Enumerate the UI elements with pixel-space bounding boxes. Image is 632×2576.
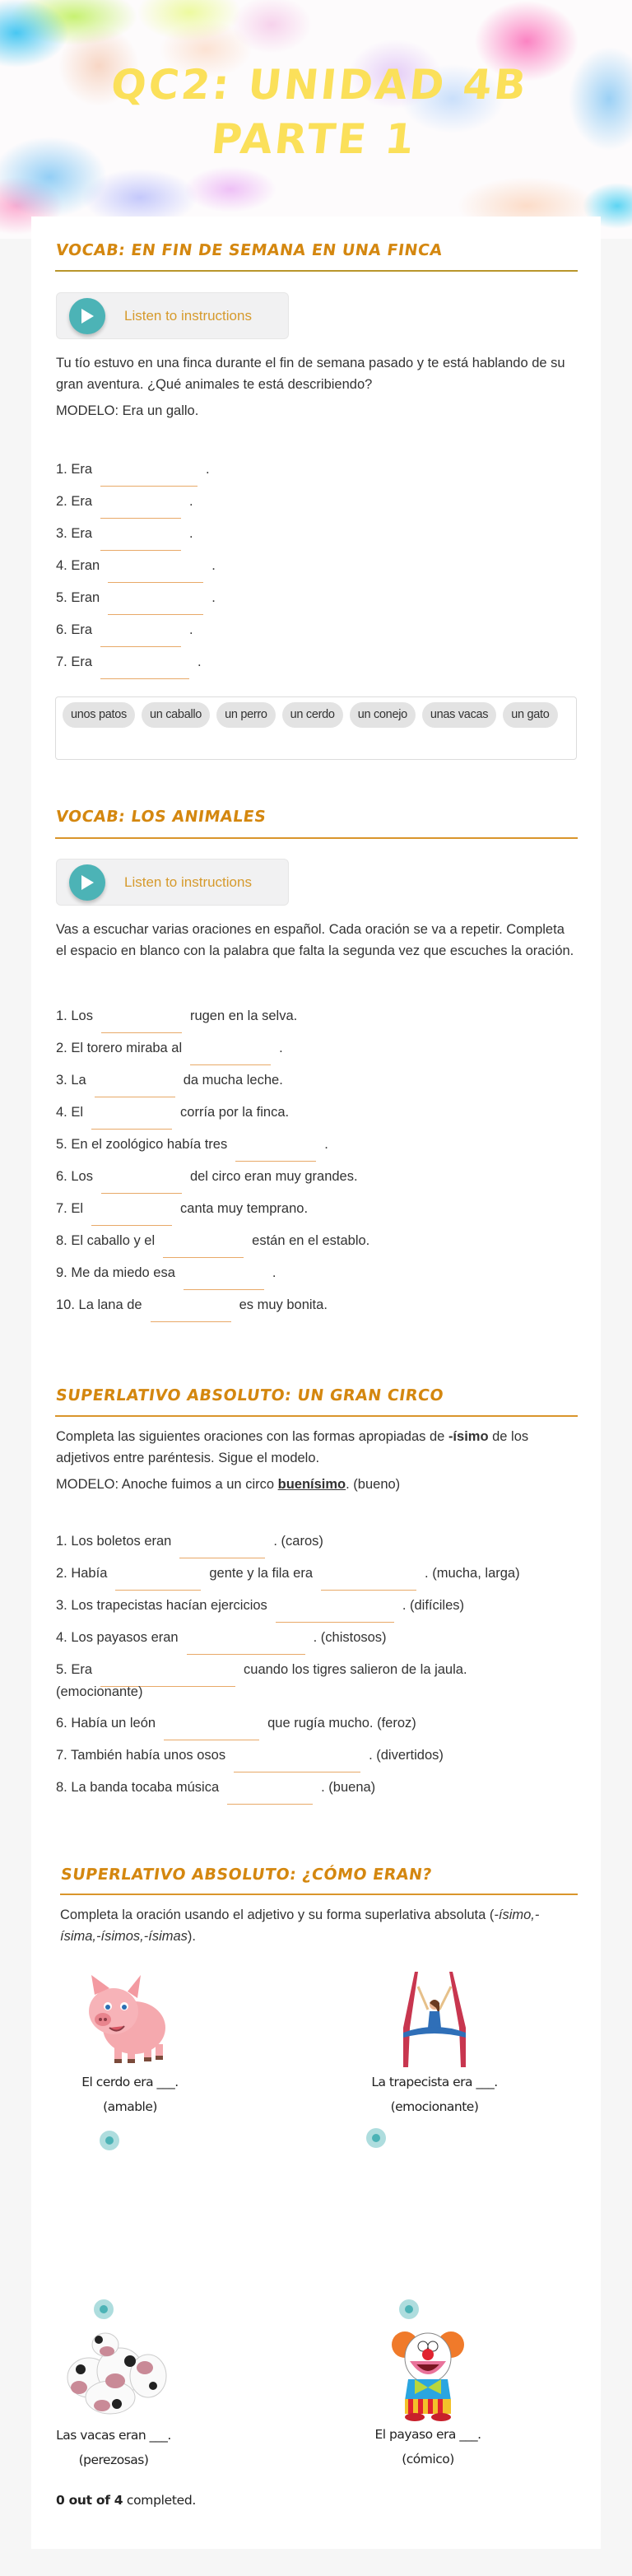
fill-row	[56, 1297, 328, 1322]
clown-image	[387, 2328, 469, 2423]
card-sentence: El cerdo era ___.	[81, 2075, 179, 2089]
row-suffix: .	[211, 558, 216, 573]
row-suffix: .	[211, 590, 216, 605]
answer-blank[interactable]	[95, 1076, 175, 1097]
fill-row	[56, 1662, 467, 1687]
fill-row	[56, 590, 216, 615]
answer-blank[interactable]	[164, 1719, 259, 1740]
fill-row	[56, 1534, 323, 1558]
fill-row	[56, 1041, 283, 1065]
row-suffix: del circo eran muy grandes.	[189, 1169, 358, 1184]
progress-count: 0 out of 4	[56, 2493, 123, 2508]
answer-blank[interactable]	[91, 1108, 172, 1130]
answer-blank[interactable]	[108, 561, 203, 583]
row-prefix: 8. El caballo y el	[56, 1233, 156, 1248]
fill-row	[56, 622, 193, 647]
section-divider	[60, 1894, 578, 1895]
fill-row	[56, 494, 193, 519]
section-title-animales: VOCAB: LOS ANIMALES	[54, 808, 267, 826]
listen-instructions-button[interactable]	[56, 292, 289, 339]
row-prefix: 4. El	[56, 1105, 84, 1120]
instructions-text	[56, 1426, 574, 1469]
row-suffix: .	[189, 526, 193, 541]
word-chip[interactable]: un cerdo	[282, 702, 343, 728]
row-prefix: 7. También había unos osos	[56, 1748, 226, 1763]
row-prefix: 2. Era	[56, 494, 93, 509]
answer-blank[interactable]	[184, 1269, 264, 1290]
row-prefix: 10. La lana de	[56, 1297, 142, 1312]
row-suffix: .	[198, 654, 202, 669]
answer-blank[interactable]	[91, 1204, 172, 1226]
row-prefix: 3. Los trapecistas hacían ejercicios	[56, 1598, 267, 1613]
card-hint: (emocionante)	[390, 2099, 479, 2114]
listen-instructions-label: Listen to instructions	[124, 873, 252, 890]
fill-row	[56, 558, 216, 583]
row-suffix: . (caros)	[273, 1534, 323, 1549]
play-icon	[69, 864, 105, 901]
word-chip[interactable]: unas vacas	[422, 702, 496, 728]
row-suffix: . (chistosos)	[313, 1630, 387, 1645]
pig-image	[77, 1970, 184, 2069]
section-divider	[55, 1415, 578, 1417]
row-prefix: 6. Había un león	[56, 1716, 156, 1731]
row-middle: gente y la fila era	[209, 1566, 314, 1581]
row-suffix: .	[272, 1265, 276, 1280]
answer-blank[interactable]	[276, 1601, 394, 1623]
fill-row	[56, 1630, 387, 1655]
card-hint: (cómico)	[402, 2452, 454, 2467]
row-suffix: .	[189, 494, 193, 509]
fill-row	[56, 1233, 369, 1258]
card-sentence: El payaso era ___.	[374, 2427, 481, 2442]
fill-row	[56, 1716, 416, 1740]
section-divider	[55, 837, 578, 839]
header-banner	[0, 0, 632, 239]
model-text	[56, 1474, 550, 1495]
row-suffix: .	[206, 462, 210, 477]
model-part: MODELO: Anoche fuimos a un circo	[56, 1477, 278, 1492]
hotspot-drop-target[interactable]	[366, 2128, 386, 2148]
row-suffix: canta muy temprano.	[180, 1201, 309, 1216]
row-suffix: .	[189, 622, 193, 637]
row-prefix: 5. Eran	[56, 590, 100, 605]
row-prefix: 5. En el zoológico había tres	[56, 1137, 228, 1152]
word-chip[interactable]: un caballo	[142, 702, 210, 728]
section-title-circo: SUPERLATIVO ABSOLUTO: UN GRAN CIRCO	[54, 1386, 445, 1404]
row-suffix: . (mucha, larga)	[425, 1566, 520, 1581]
word-chip[interactable]: un gato	[503, 702, 557, 728]
row-suffix: que rugía mucho. (feroz)	[267, 1716, 416, 1731]
answer-blank[interactable]	[115, 1569, 201, 1591]
answer-blank[interactable]	[179, 1537, 265, 1558]
row-prefix: 1. Los boletos eran	[56, 1534, 172, 1549]
trapeze-artist-image	[385, 1970, 484, 2069]
answer-blank[interactable]	[151, 1301, 231, 1322]
answer-blank[interactable]	[101, 1172, 182, 1194]
model-answer: buenísimo	[277, 1477, 346, 1492]
row-suffix: .	[279, 1041, 283, 1055]
word-chip[interactable]: un perro	[216, 702, 276, 728]
page-title: QC2: UNIDAD 4B PARTE 1	[109, 61, 531, 163]
section-title-como-eran: SUPERLATIVO ABSOLUTO: ¿CÓMO ERAN?	[59, 1866, 434, 1884]
fill-row	[56, 1748, 444, 1772]
row-prefix: 1. Los	[56, 1009, 93, 1023]
instructions-part: ).	[187, 1929, 197, 1944]
row-prefix: 9. Me da miedo esa	[56, 1265, 175, 1280]
fill-row	[56, 1009, 297, 1033]
row-suffix: . (difíciles)	[402, 1598, 464, 1613]
answer-blank[interactable]	[187, 1633, 305, 1655]
fill-row	[56, 1201, 308, 1226]
answer-blank[interactable]	[321, 1569, 416, 1591]
model-text: MODELO: Era un gallo.	[56, 403, 199, 418]
card-hint: (perezosas)	[78, 2453, 149, 2467]
progress-status	[56, 2493, 196, 2508]
worksheet-card	[31, 217, 601, 2549]
fill-row	[56, 1780, 375, 1805]
answer-blank[interactable]	[163, 1237, 244, 1258]
row-suffix: corría por la finca.	[180, 1105, 290, 1120]
row-suffix: rugen en la selva.	[189, 1009, 298, 1023]
row-suffix: . (buena)	[321, 1780, 376, 1795]
fill-row	[56, 1598, 464, 1623]
play-icon	[69, 298, 105, 334]
fill-row	[56, 1073, 283, 1097]
instructions-text: Vas a escuchar varias oraciones en español. Cada oración se va a repetir. Completa el espacio en blanco con la palabra que falta la segunda vez que escuches la oración.	[56, 922, 574, 958]
section-title-finca: VOCAB: EN FIN DE SEMANA EN UNA FINCA	[54, 241, 444, 259]
row-prefix: 6. Los	[56, 1169, 93, 1184]
image-card-trapeze	[352, 1970, 517, 2114]
fill-row	[56, 1169, 358, 1194]
row-prefix: 1. Era	[56, 462, 93, 477]
card-sentence: La trapecista era ___.	[371, 2075, 498, 2089]
answer-blank[interactable]	[100, 465, 198, 487]
answer-blank[interactable]	[100, 497, 181, 519]
fill-row	[56, 1105, 289, 1130]
row-suffix: están en el establo.	[252, 1233, 370, 1248]
word-chip[interactable]: unos patos	[63, 702, 135, 728]
card-hint: (amable)	[103, 2099, 157, 2114]
answer-blank[interactable]	[235, 1140, 316, 1162]
word-bank	[55, 696, 577, 760]
answer-blank[interactable]	[100, 626, 181, 647]
hotspot-drop-target[interactable]	[94, 2299, 114, 2319]
model-part: . (bueno)	[346, 1477, 401, 1492]
instructions-part: Completa las siguientes oraciones con las formas apropiadas de	[56, 1429, 448, 1444]
instructions-italic: -ísimo,-ísima,-ísimos,-ísimas	[60, 1908, 540, 1944]
row-suffix: cuando los tigres salieron de la jaula.	[244, 1662, 467, 1677]
row-prefix: 2. El torero miraba al	[56, 1041, 183, 1055]
image-card-clown	[346, 2328, 510, 2467]
row-prefix: 3. La	[56, 1073, 86, 1088]
answer-blank[interactable]	[100, 658, 189, 679]
answer-blank[interactable]	[101, 1012, 182, 1033]
hotspot-drop-target[interactable]	[100, 2131, 119, 2150]
row-prefix: 7. Era	[56, 654, 93, 669]
answer-blank[interactable]	[108, 594, 203, 615]
cows-image	[56, 2328, 171, 2419]
instructions-part: de los adjetivos entre paréntesis. Sigue el modelo.	[56, 1429, 529, 1465]
fill-row	[56, 526, 193, 551]
answer-blank[interactable]	[227, 1783, 313, 1805]
row-prefix: 4. Los payasos eran	[56, 1630, 179, 1645]
word-chip[interactable]: un conejo	[350, 702, 416, 728]
row-suffix: da mucha leche.	[183, 1073, 283, 1088]
instructions-text	[60, 1904, 574, 1947]
row-prefix: 5. Era	[56, 1662, 93, 1677]
row-suffix: .	[324, 1137, 328, 1152]
fill-row-wrap	[56, 1684, 142, 1709]
answer-blank[interactable]	[190, 1044, 271, 1065]
fill-row	[56, 462, 210, 487]
row-hint: (emocionante)	[56, 1684, 143, 1699]
row-suffix: . (divertidos)	[369, 1748, 444, 1763]
row-suffix: es muy bonita.	[239, 1297, 328, 1312]
fill-row	[56, 1137, 328, 1162]
answer-blank[interactable]	[100, 529, 181, 551]
hotspot-drop-target[interactable]	[399, 2299, 419, 2319]
image-card-cows	[31, 2328, 196, 2467]
image-card-pig	[48, 1970, 212, 2114]
fill-row	[56, 1566, 520, 1591]
instructions-part: Completa la oración usando el adjetivo y su forma superlativa absoluta (	[60, 1908, 495, 1922]
card-sentence: Las vacas eran ___.	[56, 2428, 171, 2443]
row-prefix: 3. Era	[56, 526, 93, 541]
progress-label: completed.	[123, 2493, 197, 2508]
instructions-text: Tu tío estuvo en una finca durante el fin de semana pasado y te está hablando de su gran aventura. ¿Qué animales te está describiendo?	[56, 356, 565, 392]
answer-blank[interactable]	[234, 1751, 360, 1772]
row-prefix: 6. Era	[56, 622, 93, 637]
listen-instructions-button[interactable]	[56, 859, 289, 906]
instructions-bold: -ísimo	[448, 1429, 489, 1444]
row-prefix: 8. La banda tocaba música	[56, 1780, 220, 1795]
fill-row	[56, 654, 202, 679]
row-prefix: 4. Eran	[56, 558, 100, 573]
fill-row	[56, 1265, 276, 1290]
listen-instructions-label: Listen to instructions	[124, 307, 252, 324]
row-prefix: 7. El	[56, 1201, 84, 1216]
row-prefix: 2. Había	[56, 1566, 108, 1581]
section-divider	[55, 270, 578, 272]
